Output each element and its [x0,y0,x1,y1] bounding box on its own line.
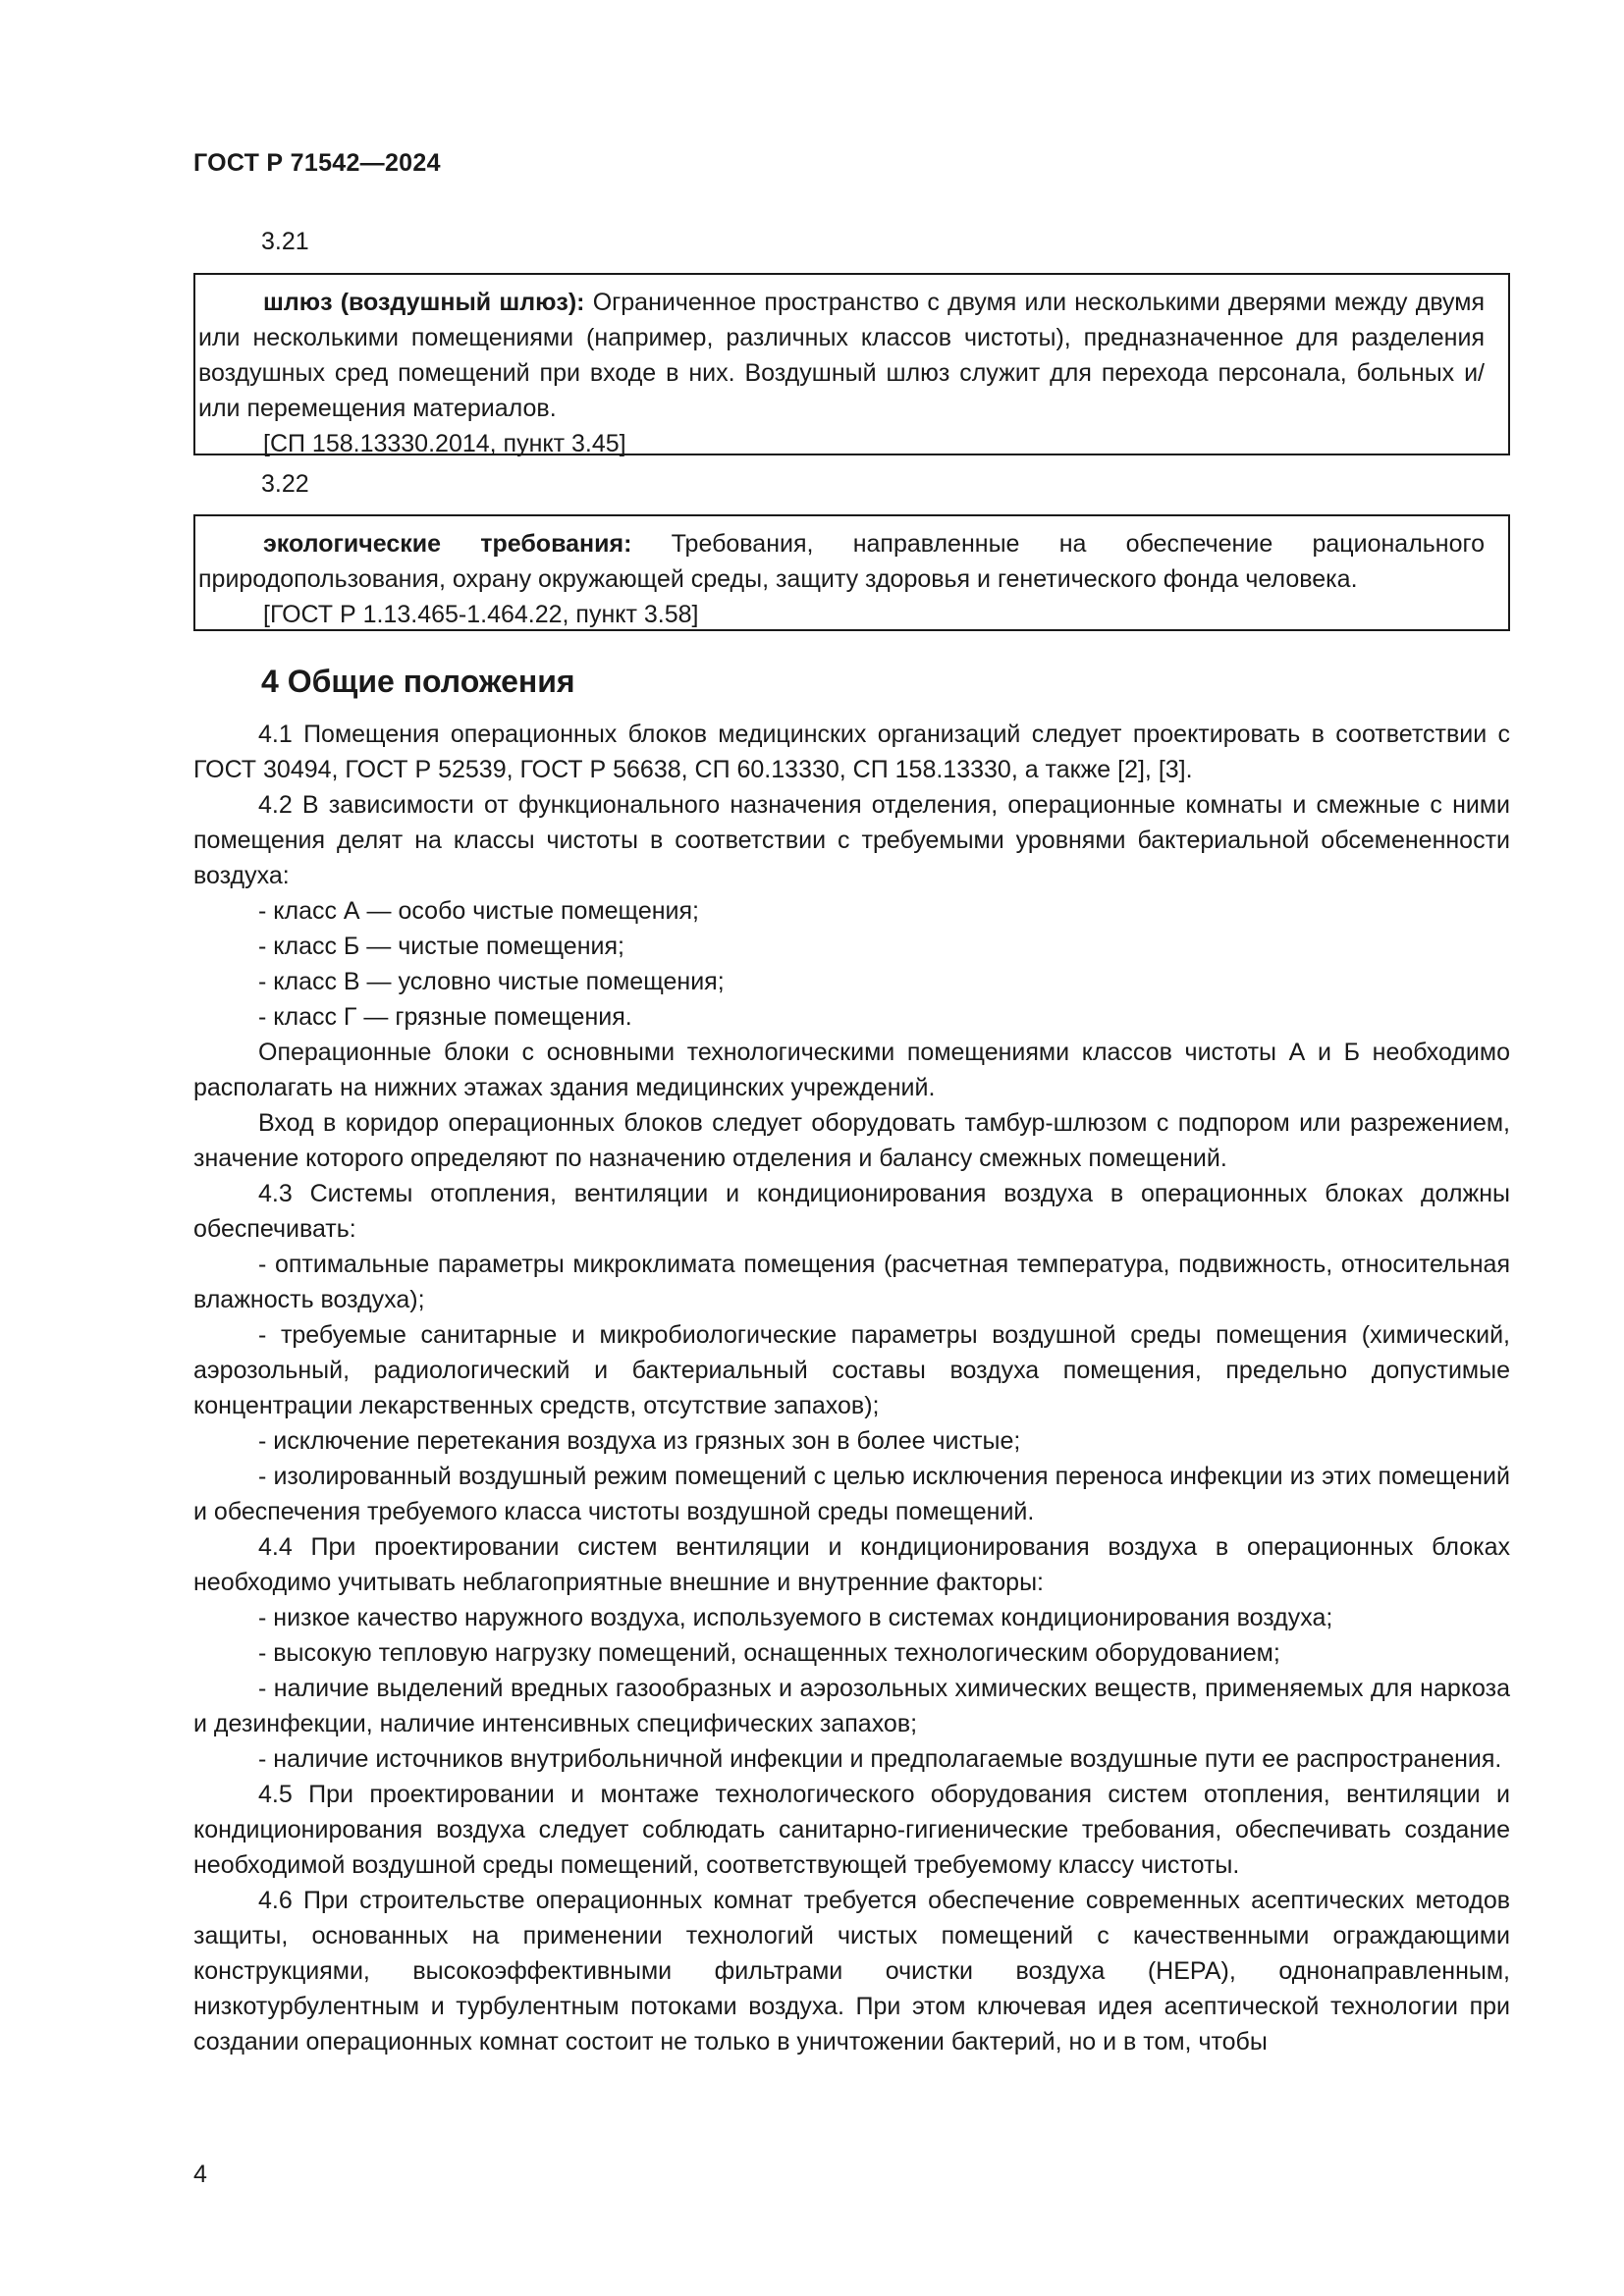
list-item: - исключение перетекания воздуха из грязных зон в более чистые; [258,1427,1021,1455]
term-text [198,526,1485,597]
term-definition: Ограниченное пространство с двумя или несколькими дверями между двумя или несколькими помещениями (например, различных классов чистоты), предназначенное для разделения воздушных сред помещений при входе в них. Воздушный шлюз служит для перехода персонала, больных и/или перемещения материалов. [198,289,1485,422]
list-item: - наличие выделений вредных газообразных и аэрозольных химических веществ, применяемых для наркоза и дезинфекции, наличие интенсивных специфических запахов; [193,1675,1510,1737]
term-name: экологические требования: [263,530,632,558]
paragraph: 4.5 При проектировании и монтаже технологического оборудования систем отопления, вентиляции и кондиционирования воздуха следует соблюдать санитарно-гигиенические требования, обеспечивать создание необходимой воздушной среды помещений, соответствующей требуемому классу чистоты. [193,1781,1510,1879]
list-item: - оптимальные параметры микроклимата помещения (расчетная температура, подвижность, относительная влажность воздуха); [193,1251,1510,1313]
list-item: - высокую тепловую нагрузку помещений, оснащенных технологическим оборудованием; [258,1639,1280,1667]
paragraph: 4.1 Помещения операционных блоков медицинских организаций следует проектировать в соответствии с ГОСТ 30494, ГОСТ Р 52539, ГОСТ Р 56638, СП 60.13330, СП 158.13330, а также [2], [3]. [193,721,1510,783]
term-definition-box [193,273,1510,455]
paragraph: Операционные блоки с основными технологическими помещениями классов чистоты А и Б необходимо располагать на нижних этажах здания медицинских учреждений. [193,1039,1510,1101]
list-item: - класс Г — грязные помещения. [258,1003,632,1031]
paragraph: 4.2 В зависимости от функционального назначения отделения, операционные комнаты и смежные с ними помещения делят на классы чистоты в соответствии с требуемыми уровнями бактериальной обсемененности воздуха: [193,791,1510,889]
list-item: - низкое качество наружного воздуха, используемого в системах кондиционирования воздуха; [258,1604,1333,1631]
document-header: ГОСТ Р 71542—2024 [193,149,441,177]
paragraph: 4.4 При проектировании систем вентиляции и кондиционирования воздуха в операционных блоках необходимо учитывать неблагоприятные внешние и внутренние факторы: [193,1533,1510,1596]
term-text [198,285,1485,426]
section-body [193,717,1510,2059]
list-item: - наличие источников внутрибольничной инфекции и предполагаемые воздушные пути ее распространения. [258,1745,1502,1773]
term-number: 3.22 [261,470,309,498]
term-source: [СП 158.13330.2014, пункт 3.45] [263,430,626,457]
list-item: - требуемые санитарные и микробиологические параметры воздушной среды помещения (химический, аэрозольный, радиологический и бактериальный составы воздуха помещения, предельно допустимые концентрации лекарственных средств, отсутствие запахов); [193,1321,1510,1419]
term-definition-box [193,514,1510,631]
list-item: - класс Б — чистые помещения; [258,933,624,960]
section-title: 4 Общие положения [261,664,575,699]
list-item: - класс В — условно чистые помещения; [258,968,725,995]
list-item: - изолированный воздушный режим помещений с целью исключения переноса инфекции из этих помещений и обеспечения требуемого класса чистоты воздушной среды помещений. [193,1463,1510,1525]
paragraph: 4.6 При строительстве операционных комнат требуется обеспечение современных асептических методов защиты, основанных на применении технологий чистых помещений с качественными ограждающими конструкциями, высокоэффективными фильтрами очистки воздуха (НЕРА), однонаправленным, низкотурбулентным и турбулентным потоками воздуха. При этом ключевая идея асептической технологии при создании операционных комнат состоит не только в уничтожении бактерий, но и в том, чтобы [193,1887,1510,2056]
term-definition: Требования, направленные на обеспечение рационального природопользования, охрану окружающей среды, защиту здоровья и генетического фонда человека. [198,530,1485,593]
page-number: 4 [193,2161,207,2188]
list-item: - класс А — особо чистые помещения; [258,897,699,925]
term-number: 3.21 [261,228,309,255]
paragraph: Вход в коридор операционных блоков следует оборудовать тамбур-шлюзом с подпором или разрежением, значение которого определяют по назначению отделения и балансу смежных помещений. [193,1109,1510,1172]
paragraph: 4.3 Системы отопления, вентиляции и кондиционирования воздуха в операционных блоках должны обеспечивать: [193,1180,1510,1243]
term-source: [ГОСТ Р 1.13.465-1.464.22, пункт 3.58] [263,601,699,628]
term-name: шлюз (воздушный шлюз): [263,289,585,316]
